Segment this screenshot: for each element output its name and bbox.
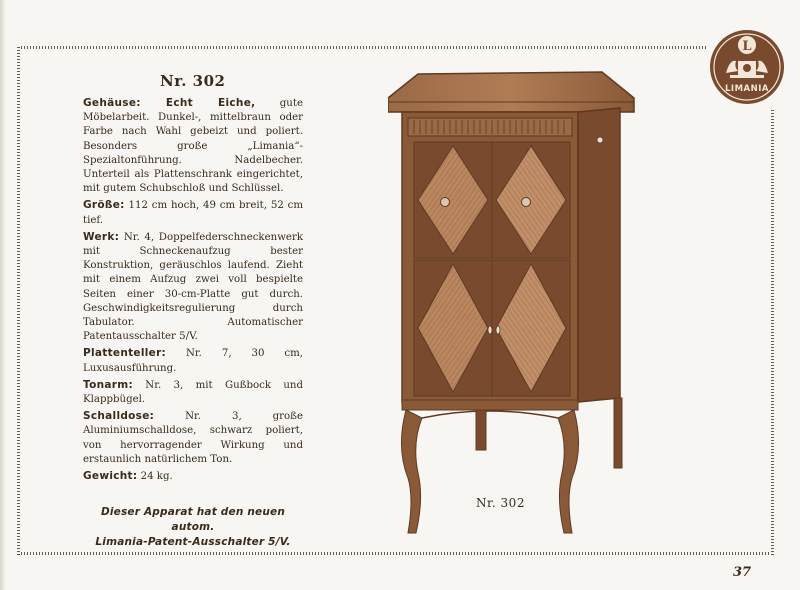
- spec-label: Gewicht:: [83, 470, 138, 483]
- spec-text: 112 cm hoch, 49 cm breit, 52 cm tief.: [83, 200, 303, 226]
- spec-plattenteller: [83, 346, 303, 375]
- spec-schalldose: [83, 409, 303, 467]
- spec-label: Gehäuse:: [83, 97, 141, 109]
- limania-logo: [708, 25, 786, 111]
- spec-werk: [83, 230, 303, 345]
- dotted-border-top: [18, 46, 708, 49]
- spec-text: 24 kg.: [137, 471, 173, 483]
- patent-note-line: Limania-Patent-Ausschalter 5/V.: [95, 536, 291, 548]
- page-number: 37: [733, 565, 752, 580]
- spec-gewicht: [83, 469, 303, 484]
- illustration-caption: Nr. 302: [476, 496, 525, 510]
- model-title: Nr. 302: [160, 72, 226, 90]
- dotted-border-bottom: [18, 552, 773, 555]
- svg-text:L: L: [742, 39, 752, 54]
- spec-label: Schalldose:: [83, 410, 155, 423]
- spec-label: Größe:: [83, 199, 125, 212]
- spec-text: Nr. 4, Doppelfederschneckenwerk mit Schneckenaufzug bester Konstruktion, geräuschlos laufend. Zieht mit einem Aufzug zwei voll bespielte Seiten einer 30-cm-Platte gut durch. Geschwindigkeitsregulierung durch Tabulator. Automatischer Patentausschalter 5/V.: [83, 231, 303, 343]
- dotted-border-left: [17, 46, 20, 555]
- page-edge-shadow: [0, 0, 6, 590]
- spec-text: Nr. 7, 30 cm, Luxusausführung.: [83, 348, 303, 374]
- spec-groesse: [83, 198, 303, 227]
- spec-text: Nr. 3, große Aluminiumschalldose, schwarz poliert, von hervorragender Wirkung und erstaunlich natürlichem Ton.: [83, 411, 303, 465]
- spec-text: Nr. 3, mit Gußbock und Klappbügel.: [83, 379, 303, 406]
- spec-list: [83, 96, 303, 486]
- logo-text: LIMANIA: [725, 84, 769, 94]
- spec-gehaeuse: [83, 96, 303, 196]
- spec-label: Werk:: [83, 230, 120, 243]
- dotted-border-right: [771, 110, 774, 555]
- spec-tonarm: [83, 378, 303, 407]
- spec-label: Tonarm:: [83, 378, 133, 391]
- spec-text: gute Möbelarbeit. Dunkel-, mittelbraun oder Farbe nach Wahl gebeizt und poliert. Besonders große „Limania“-Spezialtonführung. Nadelbecher. Unterteil als Plattenschrank eingerichtet, mit gutem Schubschloß und Schlüssel.: [83, 98, 303, 195]
- patent-note: [78, 505, 308, 550]
- patent-note-line: Dieser Apparat hat den neuen autom.: [100, 506, 286, 533]
- spec-label-rest: Echt Eiche,: [140, 97, 256, 109]
- spec-label: Plattenteller:: [83, 347, 167, 360]
- gramophone-cabinet-illustration: [388, 68, 638, 538]
